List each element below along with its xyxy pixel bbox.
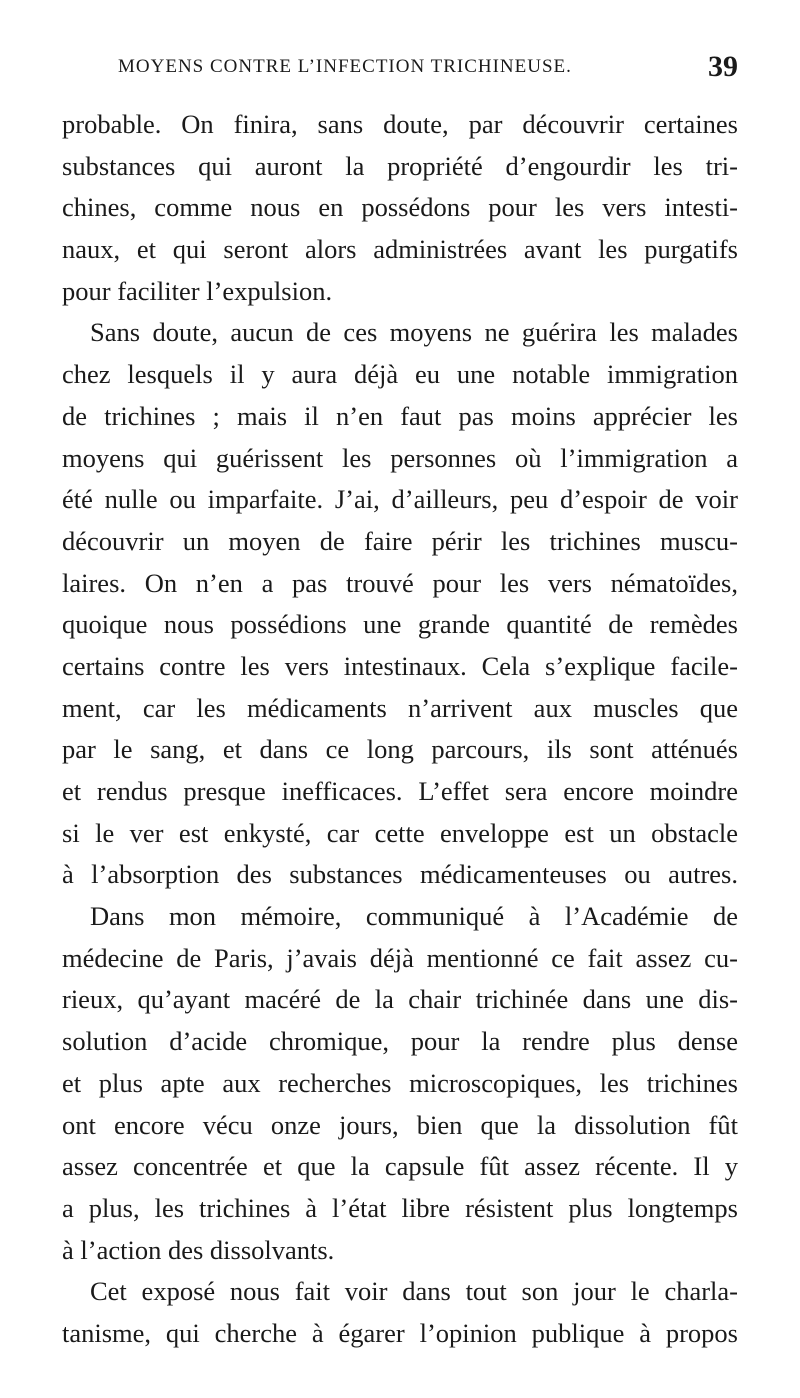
text-line: a plus, les trichines à l’état libre résistent plus longtemps xyxy=(62,1192,738,1223)
running-title: MOYENS CONTRE L’INFECTION TRICHINEUSE. xyxy=(118,56,572,77)
text-line: certains contre les vers intestinaux. Cela s’explique facile- xyxy=(62,650,738,681)
text-line: été nulle ou imparfaite. J’ai, d’ailleurs, peu d’espoir de voir xyxy=(62,484,738,515)
text-line: et rendus presque inefficaces. L’effet sera encore moindre xyxy=(62,776,738,806)
text-line: Dans mon mémoire, communiqué à l’Académie de xyxy=(90,901,738,932)
text-line: de trichines ; mais il n’en faut pas moins apprécier les xyxy=(62,400,738,431)
text-line: chines, comme nous en possédons pour les vers intesti- xyxy=(62,192,738,223)
page-header xyxy=(118,52,738,88)
text-line: moyens qui guérissent les personnes où l’immigration a xyxy=(62,442,738,473)
text-line: quoique nous possédions une grande quantité de remèdes xyxy=(62,609,738,640)
text-line: probable. On finira, sans doute, par découvrir certaines xyxy=(62,109,738,139)
text-line: substances qui auront la propriété d’engourdir les tri- xyxy=(62,150,738,181)
text-line: naux, et qui seront alors administrées avant les purgatifs xyxy=(62,234,738,265)
page-number: 39 xyxy=(708,50,738,83)
text-line: rieux, qu’ayant macéré de la chair trichinée dans une dis- xyxy=(62,984,738,1015)
text-line: ont encore vécu onze jours, bien que la dissolution fût xyxy=(62,1109,738,1140)
text-line: médecine de Paris, j’avais déjà mentionné ce fait assez cu- xyxy=(62,942,738,973)
text-line: chez lesquels il y aura déjà eu une notable immigration xyxy=(62,359,738,390)
text-line: tanisme, qui cherche à égarer l’opinion publique à propos xyxy=(62,1317,738,1348)
text-line: à l’absorption des substances médicamenteuses ou autres. xyxy=(62,859,738,890)
text-line: découvrir un moyen de faire périr les trichines muscu- xyxy=(62,525,738,556)
body-text xyxy=(62,104,738,1355)
text-line: et plus apte aux recherches microscopiques, les trichines xyxy=(62,1067,738,1098)
text-line: laires. On n’en a pas trouvé pour les vers nématoïdes, xyxy=(62,567,738,598)
text-line: Sans doute, aucun de ces moyens ne guérira les malades xyxy=(90,317,738,348)
text-line: pour faciliter l’expulsion. xyxy=(62,275,333,306)
text-line: à l’action des dissolvants. xyxy=(62,1234,335,1265)
text-line: assez concentrée et que la capsule fût assez récente. Il y xyxy=(62,1151,738,1182)
text-line: si le ver est enkysté, car cette enveloppe est un obstacle xyxy=(62,817,738,848)
text-line: par le sang, et dans ce long parcours, ils sont atténués xyxy=(62,734,738,765)
text-line: solution d’acide chromique, pour la rendre plus dense xyxy=(62,1026,738,1057)
text-line: Cet exposé nous fait voir dans tout son jour le charla- xyxy=(90,1276,738,1307)
text-line: ment, car les médicaments n’arrivent aux muscles que xyxy=(62,692,738,723)
